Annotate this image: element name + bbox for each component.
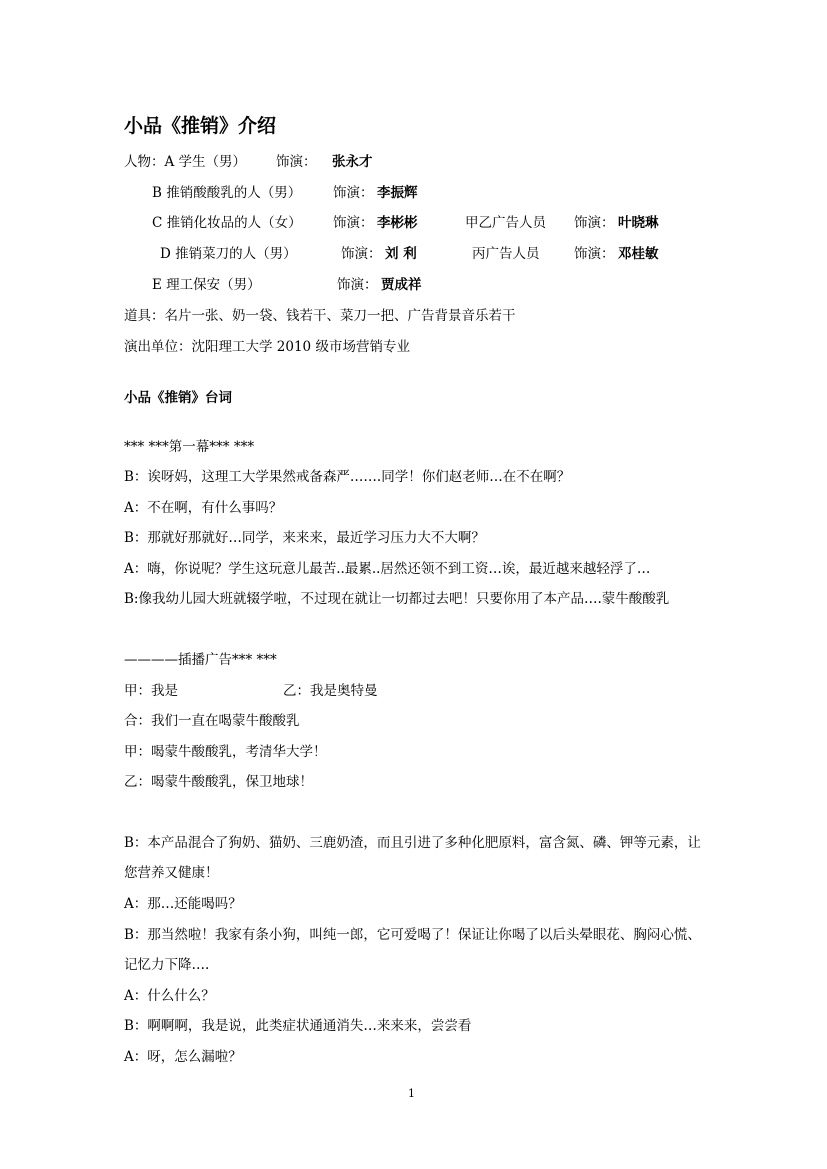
dialogue-line: 合：我们一直在喝蒙牛酸酸乳 [124,713,300,729]
cast-label: B 推销酸酸乳的人（男） [152,185,302,201]
cast-actor: 张永才 [332,154,373,170]
cast-actor: 刘 利 [385,246,417,262]
dialogue-line: 甲：我是 [124,683,178,699]
dialogue-paragraph: B：那当然啦！我家有条小狗，叫纯一郎，它可爱喝了！保证让你喝了以后头晕眼花、胸闷心慌、记忆力下降…. [124,927,701,973]
act-heading: *** ***第一幕*** *** [124,439,255,455]
dialogue-line: A：什么什么？ [124,988,215,1004]
cast-label: E 理工保安（男） [152,277,261,293]
dialogue-line: 乙：我是奥特曼 [283,683,378,699]
page-number: 1 [408,1087,415,1100]
cast-actor: 李振辉 [377,185,418,201]
cast-actor: 李彬彬 [377,215,418,231]
dialogue-paragraph: B：本产品混合了狗奶、猫奶、三鹿奶渣，而且引进了多种化肥原料，富含氮、磷、钾等元素，让您营养又健康！ [124,835,701,881]
ad-heading: ————插播广告*** *** [124,652,277,668]
cast-label: C 推销化妆品的人（女） [152,215,302,231]
cast-row-a [124,152,724,172]
dialogue-line: A：那…还能喝吗？ [124,896,242,912]
cast-label-2: 丙广告人员 [472,246,540,262]
cast-role-label: 饰演： [341,246,382,262]
dialogue-line: 甲：喝蒙牛酸酸乳，考清华大学！ [124,744,327,760]
cast-label-2: 甲乙广告人员 [465,215,546,231]
cast-role-label: 饰演： [333,185,374,201]
dialogue-line: B：那就好那就好…同学，来来来，最近学习压力大不大啊？ [124,530,485,546]
dialogue-line: A：嗨，你说呢？学生这玩意儿最苦..最累..居然还领不到工资…诶，最近越来越轻浮了… [124,561,651,577]
dialogue-line: 乙：喝蒙牛酸酸乳，保卫地球！ [124,774,313,790]
cast-label: 人物：A 学生（男） [124,154,247,170]
cast-actor: 贾成祥 [381,277,422,293]
dialogue-line: A：不在啊，有什么事吗？ [124,500,283,516]
cast-row-d [160,244,720,264]
dialogue-paragraph: B:像我幼儿园大班就辍学啦，不过现在就让一切都过去吧！只要你用了本产品….蒙牛酸酸乳 [124,591,670,607]
document-title: 小品《推销》介绍 [124,115,277,137]
cast-actor-2: 邓桂敏 [618,246,659,262]
performer-line: 演出单位：沈阳理工大学 2010 级市场营销专业 [124,339,410,355]
cast-row-b [152,183,712,203]
cast-role-label-2: 饰演： [574,246,615,262]
cast-row-c [152,213,712,233]
dialogue-line: A：呀，怎么漏啦？ [124,1049,242,1065]
cast-actor-2: 叶晓琳 [618,215,659,231]
props-line: 道具：名片一张、奶一袋、钱若干、菜刀一把、广告背景音乐若干 [124,308,516,324]
cast-label: D 推销菜刀的人（男） [160,246,297,262]
dialogue-line: B：啊啊啊，我是说，此类症状通通消失…来来来，尝尝看 [124,1018,472,1034]
cast-role-label: 饰演： [337,277,378,293]
dialogue-line: B：诶呀妈，这理工大学果然戒备森严…….同学！你们赵老师…在不在啊？ [124,469,571,485]
cast-role-label-2: 饰演： [574,215,615,231]
script-title: 小品《推销》台词 [124,390,232,406]
cast-role-label: 饰演： [333,215,374,231]
cast-role-label: 饰演： [276,154,317,170]
cast-row-e [152,275,712,295]
